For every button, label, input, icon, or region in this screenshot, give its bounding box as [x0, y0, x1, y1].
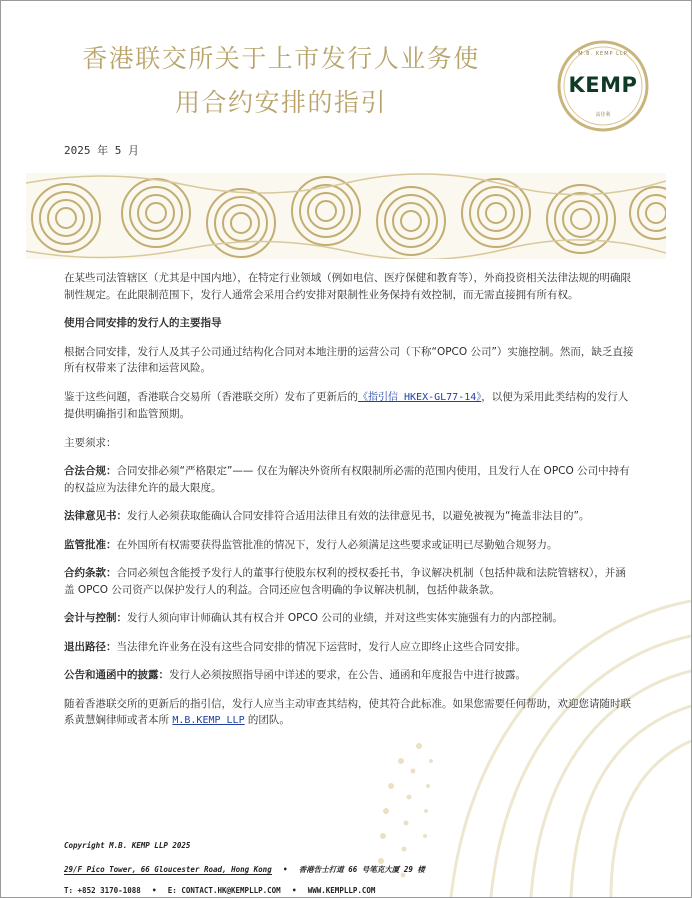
separator-bullet: •: [152, 886, 157, 895]
separator-bullet: •: [291, 886, 297, 895]
copyright-text: Copyright M.B. KEMP LLP 2025: [64, 841, 191, 850]
requirement-text: 合同安排必须“严格限定”—— 仅在为解决外资所有权限制所必需的范围内使用，且发行人在 OPCO 公司中持有的权益应为法律允许的最大限度。: [64, 465, 630, 494]
closing-text-before: 随着香港联交所的更新后的指引信，发行人应当主动审查其结构，使其符合此标准。如果您需要任何帮助，欢迎您请随时联系黄慧娴律师或者本所: [64, 697, 631, 726]
requirement-term: 法律意见书：: [64, 510, 127, 522]
decorative-banner: [26, 173, 666, 259]
guidance-text-before: 鉴于这些问题，香港联合交易所（香港联交所）发布了更新后的: [64, 390, 358, 403]
requirement-item: [64, 463, 636, 496]
phone-number[interactable]: T: +852 3170-1088: [64, 886, 141, 895]
requirement-term: 退出路径：: [64, 640, 117, 653]
logo-bottom-text: 高佳利: [595, 112, 611, 118]
requirement-item: [64, 537, 636, 554]
logo-wordmark: KEMP: [568, 73, 638, 97]
logo-top-text: M.B. KEMP LLP: [578, 51, 628, 57]
title-line-2: 用合约安排的指引: [174, 88, 387, 117]
requirement-text: 在外国所有权需要获得监管批准的情况下，发行人必须满足这些要求或证明已尽勤勉合规努力。: [116, 538, 558, 551]
requirement-text: 发行人必须按照指导函中详述的要求，在公告、通函和年度报告中进行披露。: [169, 669, 526, 681]
document-title: [1, 37, 561, 125]
contact-line: [64, 886, 375, 895]
firm-link[interactable]: M.B.KEMP LLP: [172, 715, 245, 726]
kemp-logo: [556, 39, 650, 133]
requirement-text: 当法律允许业务在没有这些合同安排的情况下运营时，发行人应立即终止这些合同安排。: [116, 640, 526, 653]
guidance-text-after: ，以便为采用此类结构的发行人提供明确指引和监管预期。: [64, 390, 629, 420]
website-link[interactable]: WWW.KEMPLLP.COM: [307, 886, 376, 895]
closing-paragraph: [64, 696, 636, 730]
section-heading: 使用合同安排的发行人的主要指导: [64, 317, 222, 329]
requirement-text: 发行人须向审计师确认其有权合并 OPCO 公司的业绩，并对这些实体实施强有力的内部控制。: [127, 612, 563, 624]
email-address[interactable]: E: CONTACT.HK@KEMPLLP.COM: [167, 886, 281, 895]
requirement-term: 监管批准：: [64, 538, 117, 551]
address-english: 29/F Pico Tower, 66 Gloucester Road, Hong Kong: [64, 865, 272, 874]
document-date: 2025 年 5 月: [64, 144, 139, 157]
requirement-text: 合同必须包含能授予发行人的董事行使股东权利的授权委托书，争议解决机制（包括仲裁和法院管辖权），并涵盖 OPCO 公司资产以保护发行人的利益。合同还应包含明确的争议解决机制，包括仲裁条款。: [64, 567, 626, 596]
closing-text-after: 的团队。: [244, 714, 290, 726]
intro-paragraph: 在某些司法管辖区（尤其是中国内地），在特定行业领域（例如电信、医疗保健和教育等），外商投资相关法律法规的明确限制性规定。在此限制范围下，发行人通常会采用合约安排对限制性业务保持有效控制，而无需直接拥有所有权。: [64, 272, 631, 301]
requirement-term: 合约条款：: [64, 567, 117, 579]
requirement-item: [64, 639, 636, 656]
separator-bullet: •: [282, 865, 288, 874]
address-line: [64, 864, 664, 875]
requirement-item: [64, 667, 636, 684]
title-line-1: 香港联交所关于上市发行人业务使: [82, 44, 480, 73]
requirement-item: [64, 565, 636, 598]
requirements-label: 主要须求：: [64, 436, 117, 449]
document-body: [64, 270, 636, 742]
requirement-item: [64, 508, 636, 525]
paragraph-contract-control: 根据合同安排，发行人及其子公司通过结构化合同对本地注册的运营公司（下称“OPCO 公司”）实施控制。然而，缺乏直接所有权带来了法律和运营风险。: [64, 345, 634, 374]
requirement-term: 合法合规：: [64, 465, 117, 477]
requirement-term: 会计与控制：: [64, 612, 127, 624]
requirement-text: 发行人必须获取能确认合同安排符合适用法律且有效的法律意见书，以避免被视为“掩盖非法目的”。: [127, 510, 590, 522]
requirement-item: [64, 610, 636, 627]
requirement-term: 公告和通函中的披露：: [64, 669, 169, 681]
guidance-letter-link[interactable]: 《指引信 HKEX-GL77-14》: [358, 391, 482, 403]
address-chinese: 香港告士打道 66 号笔克大厦 29 楼: [298, 865, 425, 874]
paragraph-guidance-letter: [64, 389, 636, 423]
